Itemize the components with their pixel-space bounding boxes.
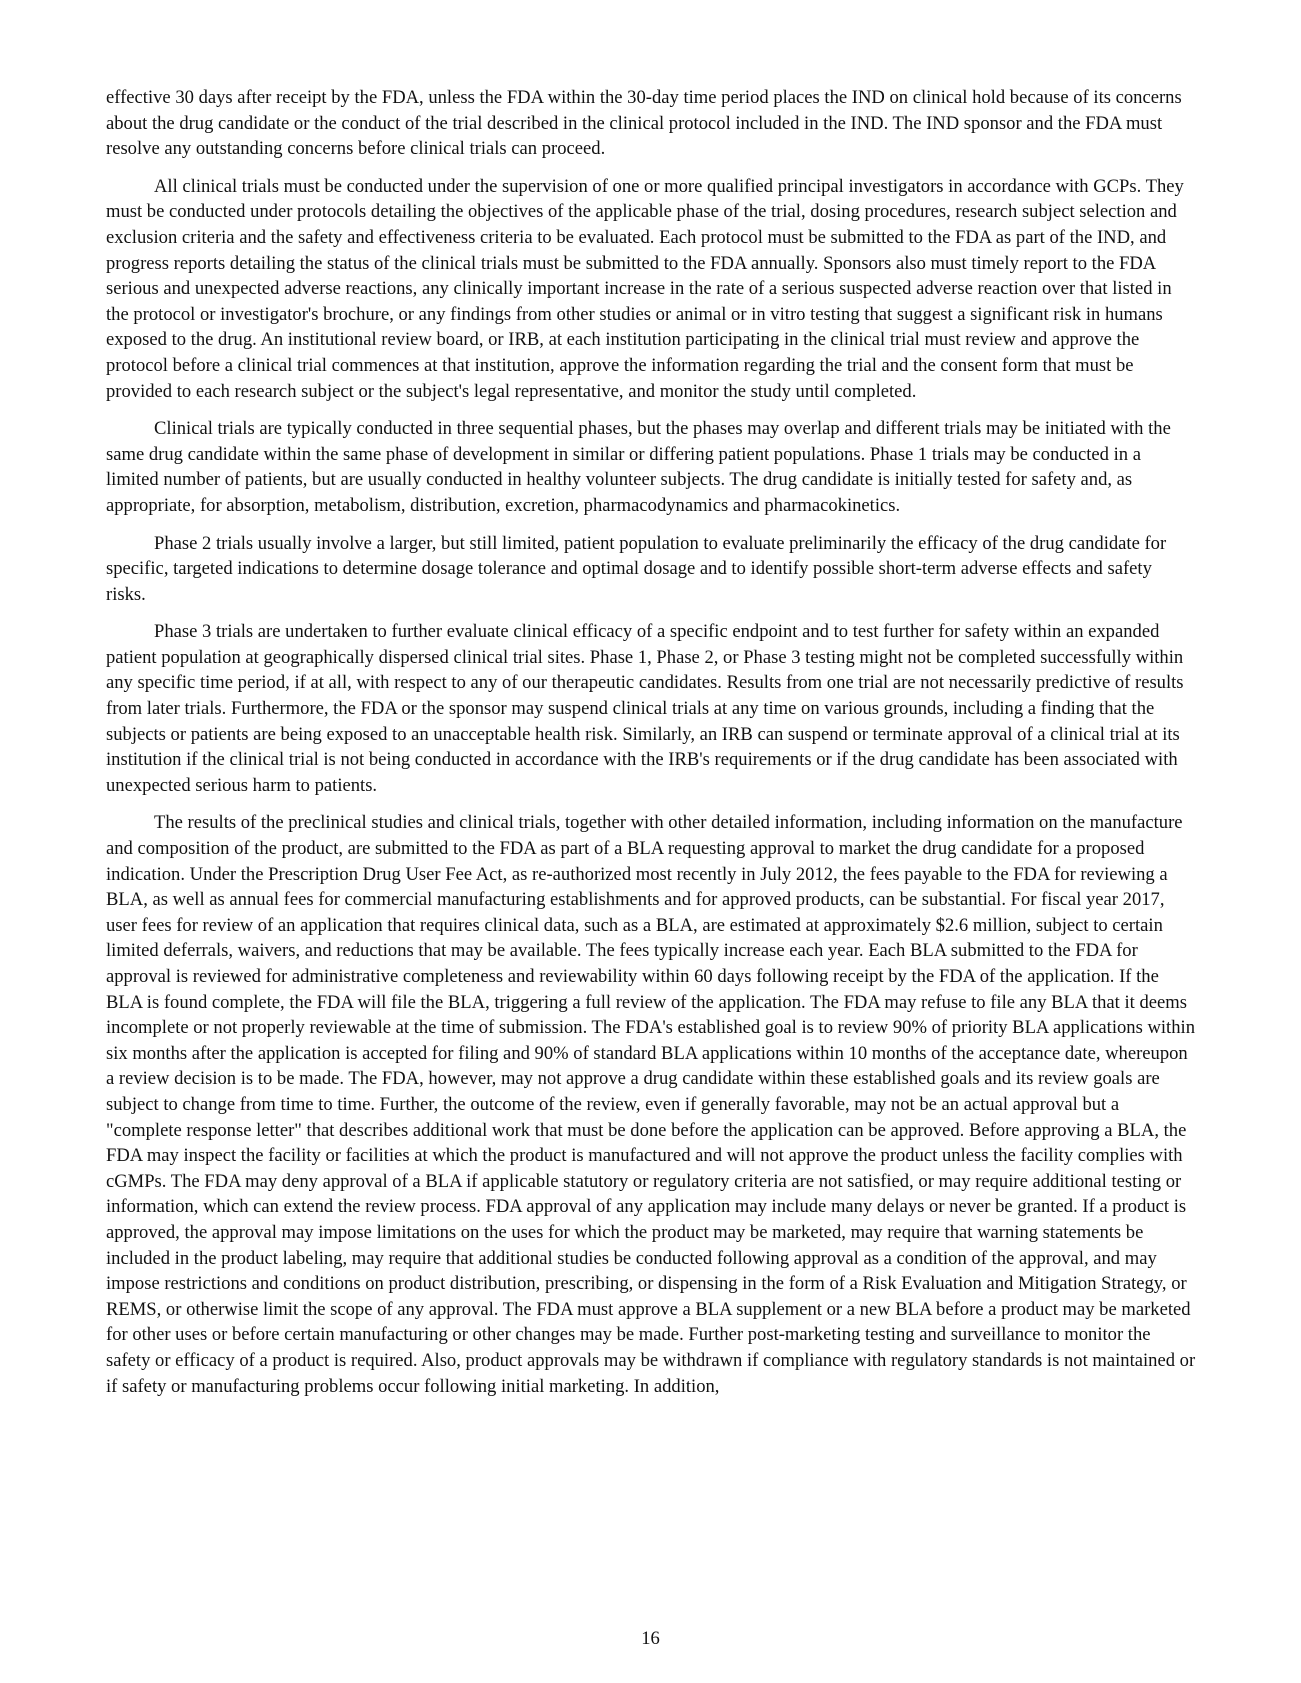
paragraph-bla-submission: The results of the preclinical studies and clinical trials, together with other detailed information, including information on the manufacture and composition of the product, are submitted to the FDA as part of a BLA requesting approval to market the drug candidate for a proposed indication. Under the Prescription Drug User Fee Act, as re-authorized most recently in July 2012, the fees payable to the FDA for reviewing a BLA, as well as annual fees for commercial manufacturing establishments and for approved products, can be substantial. For fiscal year 2017, user fees for review of an application that requires clinical data, such as a BLA, are estimated at approximately $2.6 million, subject to certain limited deferrals, waivers, and reductions that may be available. The fees typically increase each year. Each BLA submitted to the FDA for approval is reviewed for administrative completeness and reviewability within 60 days following receipt by the FDA of the application. If the BLA is found complete, the FDA will file the BLA, triggering a full review of the application. The FDA may refuse to file any BLA that it deems incomplete or not properly reviewable at the time of submission. The FDA's established goal is to review 90% of priority BLA applications within six months after the application is accepted for filing and 90% of standard BLA applications within 10 months of the acceptance date, whereupon a review decision is to be made. The FDA, however, may not approve a drug candidate within these established goals and its review goals are subject to change from time to time. Further, the outcome of the review, even if generally favorable, may not be an actual approval but a "complete response letter" that describes additional work that must be done before the application can be approved. Before approving a BLA, the FDA may inspect the facility or facilities at which the product is manufactured and will not approve the product unless the facility complies with cGMPs. The FDA may deny approval of a BLA if applicable statutory or regulatory criteria are not satisfied, or may require additional testing or information, which can extend the review process. FDA approval of any application may include many delays or never be granted. If a product is approved, the approval may impose limitations on the uses for which the product may be marketed, may require that warning statements be included in the product labeling, may require that additional studies be conducted following approval as a condition of the approval, and may impose restrictions and conditions on product distribution, prescribing, or dispensing in the form of a Risk Evaluation and Mitigation Strategy, or REMS, or otherwise limit the scope of any approval. The FDA must approve a BLA supplement or a new BLA before a product may be marketed for other uses or before certain manufacturing or other changes may be made. Further post-marketing testing and surveillance to monitor the safety or efficacy of a product is required. Also, product approvals may be withdrawn if compliance with regulatory standards is not maintained or if safety or manufacturing problems occur following initial marketing. In addition, — [106, 812, 1196, 1397]
paragraph-phase-3: Phase 3 trials are undertaken to further evaluate clinical efficacy of a specific endpoint and to test further for safety within an expanded patient population at geographically dispersed clinical trial sites. Phase 1, Phase 2, or Phase 3 testing might not be completed successfully within any specific time period, if at all, with respect to any of our therapeutic candidates. Results from one trial are not necessarily predictive of results from later trials. Furthermore, the FDA or the sponsor may suspend clinical trials at any time on various grounds, including a finding that the subjects or patients are being exposed to an unacceptable health risk. Similarly, an IRB can suspend or terminate approval of a clinical trial at its institution if the clinical trial is not being conducted in accordance with the IRB's requirements or if the drug candidate has been associated with unexpected serious harm to patients. — [106, 621, 1184, 796]
document-body — [106, 85, 1196, 1411]
paragraph-clinical-trial-supervision: All clinical trials must be conducted under the supervision of one or more qualified principal investigators in accordance with GCPs. They must be conducted under protocols detailing the objectives of the applicable phase of the trial, dosing procedures, research subject selection and exclusion criteria and the safety and effectiveness criteria to be evaluated. Each protocol must be submitted to the FDA as part of the IND, and progress reports detailing the status of the clinical trials must be submitted to the FDA annually. Sponsors also must timely report to the FDA serious and unexpected adverse reactions, any clinically important increase in the rate of a serious suspected adverse reaction over that listed in the protocol or investigator's brochure, or any findings from other studies or animal or in vitro testing that suggest a significant risk in humans exposed to the drug. An institutional review board, or IRB, at each institution participating in the clinical trial must review and approve the protocol before a clinical trial commences at that institution, approve the information regarding the trial and the consent form that must be provided to each research subject or the subject's legal representative, and monitor the study until completed. — [106, 175, 1184, 402]
paragraph-trial-phases: Clinical trials are typically conducted in three sequential phases, but the phases may overlap and different trials may be initiated with the same drug candidate within the same phase of development in similar or differing patient populations. Phase 1 trials may be conducted in a limited number of patients, but are usually conducted in healthy volunteer subjects. The drug candidate is initially tested for safety and, as appropriate, for absorption, metabolism, distribution, excretion, pharmacodynamics and pharmacokinetics. — [106, 418, 1171, 516]
paragraph-ind-clinical-hold: effective 30 days after receipt by the FDA, unless the FDA within the 30-day time period places the IND on clinical hold because of its concerns about the drug candidate or the conduct of the trial described in the clinical protocol included in the IND. The IND sponsor and the FDA must resolve any outstanding concerns before clinical trials can proceed. — [106, 87, 1182, 160]
page-number: 16 — [641, 1628, 660, 1649]
paragraph-phase-2: Phase 2 trials usually involve a larger, but still limited, patient population to evaluate preliminarily the efficacy of the drug candidate for specific, targeted indications to determine dosage tolerance and optimal dosage and to identify possible short-term adverse effects and safety risks. — [106, 532, 1167, 605]
